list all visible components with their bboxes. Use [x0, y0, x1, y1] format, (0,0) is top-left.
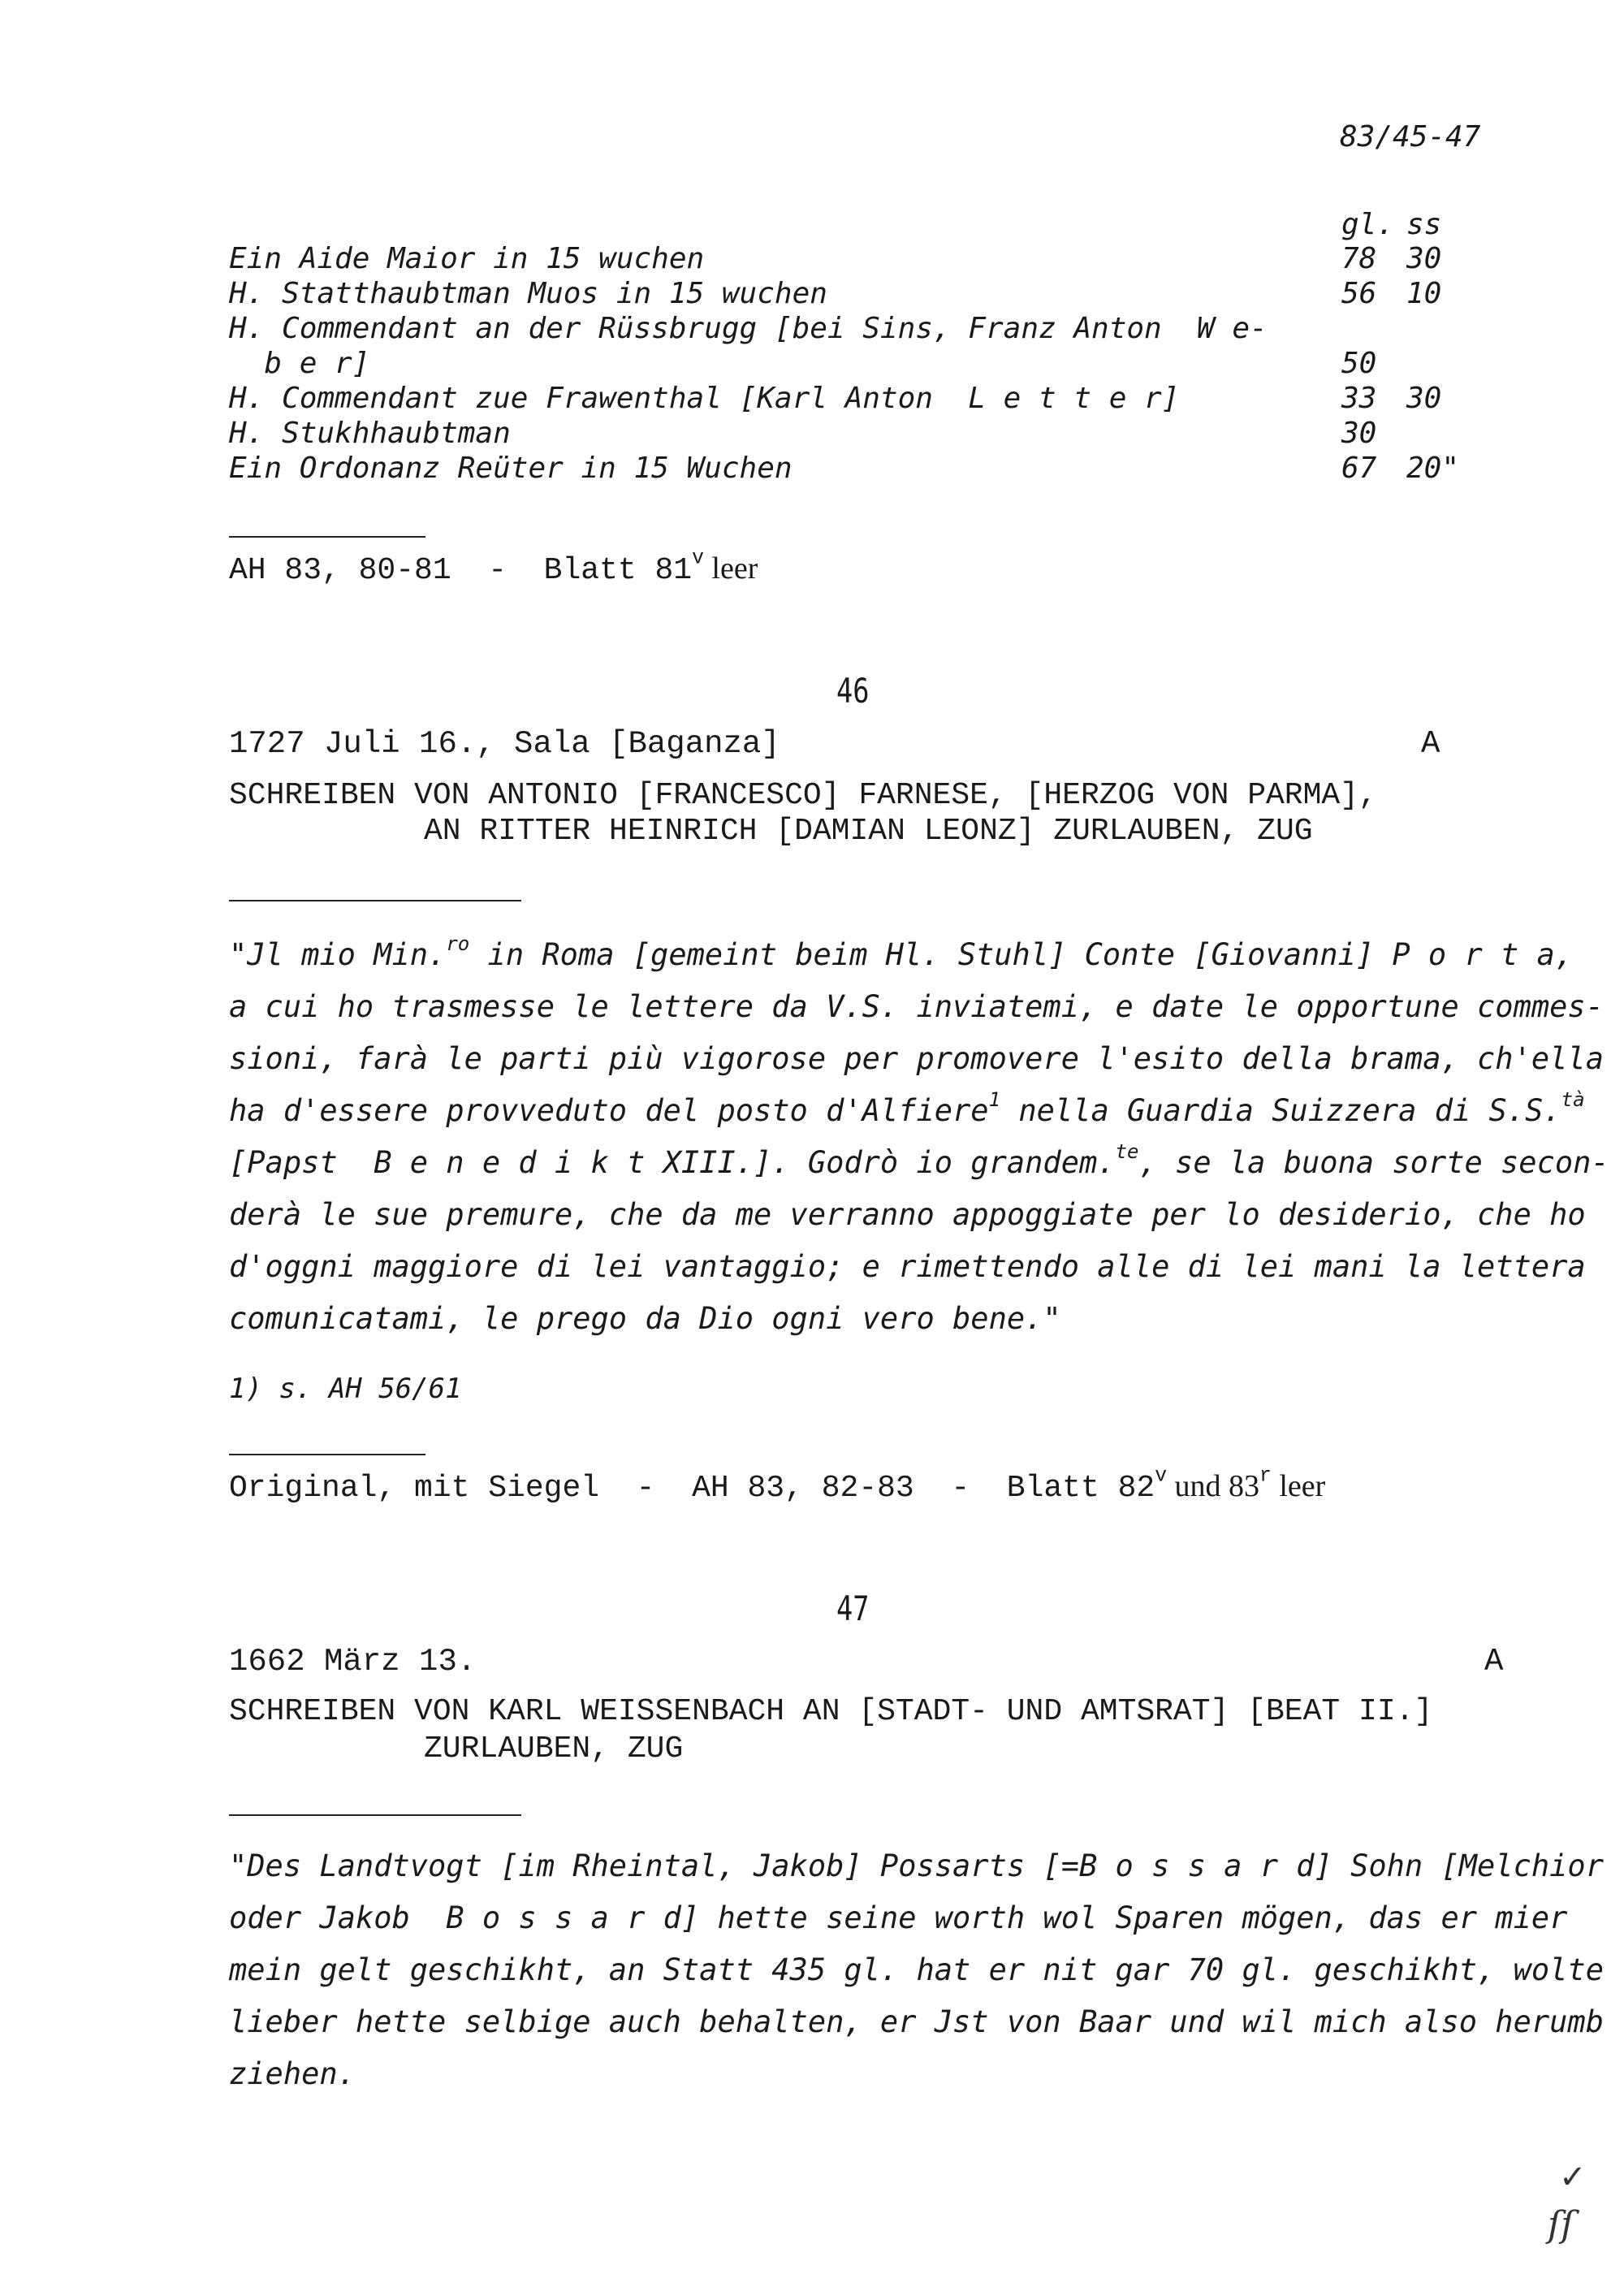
footnote: 1) s. AH 56/61 [229, 1373, 462, 1405]
row-label: H. Stukhhaubtman [229, 417, 511, 450]
table-row [229, 312, 1463, 348]
quote-line: oder Jakob B o s s a r d] hette seine worth wol Sparen mögen, das er mier [229, 1900, 1568, 1935]
column-header-ss: ss [1406, 208, 1442, 241]
document-title: SCHREIBEN VON ANTONIO [FRANCESCO] FARNESE, [HERZOG VON PARMA], [229, 778, 1377, 813]
row-label: H. Commendant an der Rüssbrugg [bei Sins, Franz Anton W e- [229, 312, 1268, 345]
separator-rule [229, 536, 425, 538]
quote-line: comunicatami, le prego da Dio ogni vero bene." [229, 1301, 1061, 1336]
document-mark: A [1484, 1644, 1504, 1680]
abbreviation-superscript: ro [446, 932, 470, 955]
quote-line: derà le sue premure, che da me verranno appoggiate per lo desiderio, che ho [229, 1197, 1586, 1232]
footnote-marker: 1 [988, 1087, 1001, 1111]
row-label: H. Commendant zue Frawenthal [Karl Anton L e t t e r] [229, 382, 1180, 415]
column-header-gl: gl. [1341, 208, 1395, 241]
abbreviation-superscript: te [1115, 1139, 1139, 1163]
quote-text: in Roma [gemeint beim Hl. Stuhl] Conte [Giovanni] P o r t a, [469, 937, 1574, 972]
folio-side: v [692, 547, 704, 570]
folio-side: r [1259, 1464, 1272, 1488]
document-date: 1727 Juli 16., Sala [Baganza] [229, 726, 780, 762]
table-header [229, 208, 1463, 244]
row-label: Ein Ordonanz Reüter in 15 Wuchen [229, 452, 793, 485]
row-gl: 50 [1341, 347, 1377, 380]
source-text: leer [703, 551, 758, 586]
quote-line [229, 1139, 1609, 1180]
table-row [229, 277, 1463, 313]
source-text: und 83 [1167, 1469, 1260, 1503]
source-line-46 [229, 1464, 1326, 1506]
quote-text: ha d'essere provveduto del posto d'Alfiere [229, 1093, 989, 1128]
separator-rule [229, 1454, 425, 1455]
check-mark: ✓ [1559, 2159, 1587, 2196]
table-row [229, 452, 1463, 487]
row-label: Ein Aide Maior in 15 wuchen [229, 242, 705, 275]
document-title: SCHREIBEN VON KARL WEISSENBACH AN [STADT- UND AMTSRAT] [BEAT II.] [229, 1694, 1433, 1729]
abbreviation-superscript: tà [1561, 1087, 1585, 1111]
source-line-45 [229, 547, 758, 588]
table-row [229, 417, 1463, 452]
row-gl: 30 [1341, 417, 1377, 450]
quote-text: "Jl mio Min. [229, 937, 447, 972]
document-title-continued: ZURLAUBEN, ZUG [424, 1731, 684, 1766]
source-text: AH 83, 80-81 - Blatt 81 [229, 553, 693, 588]
row-ss: 10 [1406, 277, 1442, 310]
separator-rule [229, 900, 521, 901]
document-number: 47 [836, 1589, 870, 1628]
source-text: Original, mit Siegel - AH 83, 82-83 - Blatt 82 [229, 1471, 1155, 1506]
row-gl: 56 [1341, 277, 1377, 310]
page-reference: 83/45-47 [1340, 120, 1481, 153]
row-gl: 67 [1341, 452, 1377, 485]
handwritten-initials: ſſ [1548, 2204, 1574, 2246]
document-mark: A [1421, 726, 1440, 762]
quote-line: lieber hette selbige auch behalten, er Jst von Baar und wil mich also herumb [229, 2004, 1604, 2039]
quote-text: nella Guardia Suizzera di S.S. [1000, 1093, 1561, 1128]
folio-side: v [1155, 1464, 1168, 1488]
row-label: H. Statthaubtman Muos in 15 wuchen [229, 277, 827, 310]
document-title-continued: AN RITTER HEINRICH [DAMIAN LEONZ] ZURLAUBEN, ZUG [424, 814, 1313, 849]
row-ss: 30 [1406, 242, 1442, 275]
source-text: leer [1271, 1469, 1326, 1503]
row-ss: 20" [1406, 452, 1460, 485]
table-row [229, 347, 1463, 383]
quote-line: d'oggni maggiore di lei vantaggio; e rimettendo alle di lei mani la lettera [229, 1249, 1586, 1284]
document-number: 46 [836, 671, 870, 711]
row-gl: 33 [1341, 382, 1377, 415]
quote-line: "Des Landtvogt [im Rheintal, Jakob] Possarts [=B o s s a r d] Sohn [Melchior [229, 1848, 1604, 1883]
quote-line: mein gelt geschikht, an Statt 435 gl. hat er nit gar 70 gl. geschikht, wolte [229, 1952, 1604, 1987]
quote-text: , se la buona sorte secon- [1138, 1145, 1609, 1180]
quote-line [229, 1087, 1585, 1128]
table-row [229, 242, 1463, 278]
quote-line: sioni, farà le parti più vigorose per promovere l'esito della brama, ch'ella [229, 1041, 1604, 1076]
table-row [229, 382, 1463, 417]
row-gl: 78 [1341, 242, 1377, 275]
quote-line: ziehen. [229, 2056, 356, 2091]
row-label: b e r] [229, 347, 370, 380]
document-date: 1662 März 13. [229, 1644, 477, 1680]
quote-line [229, 932, 1574, 972]
row-ss: 30 [1406, 382, 1442, 415]
quote-line: a cui ho trasmesse le lettere da V.S. inviatemi, e date le opportune commes- [229, 989, 1604, 1024]
separator-rule [229, 1814, 521, 1816]
quote-text: [Papst B e n e d i k t XIII.]. Godrò io grandem. [229, 1145, 1116, 1180]
